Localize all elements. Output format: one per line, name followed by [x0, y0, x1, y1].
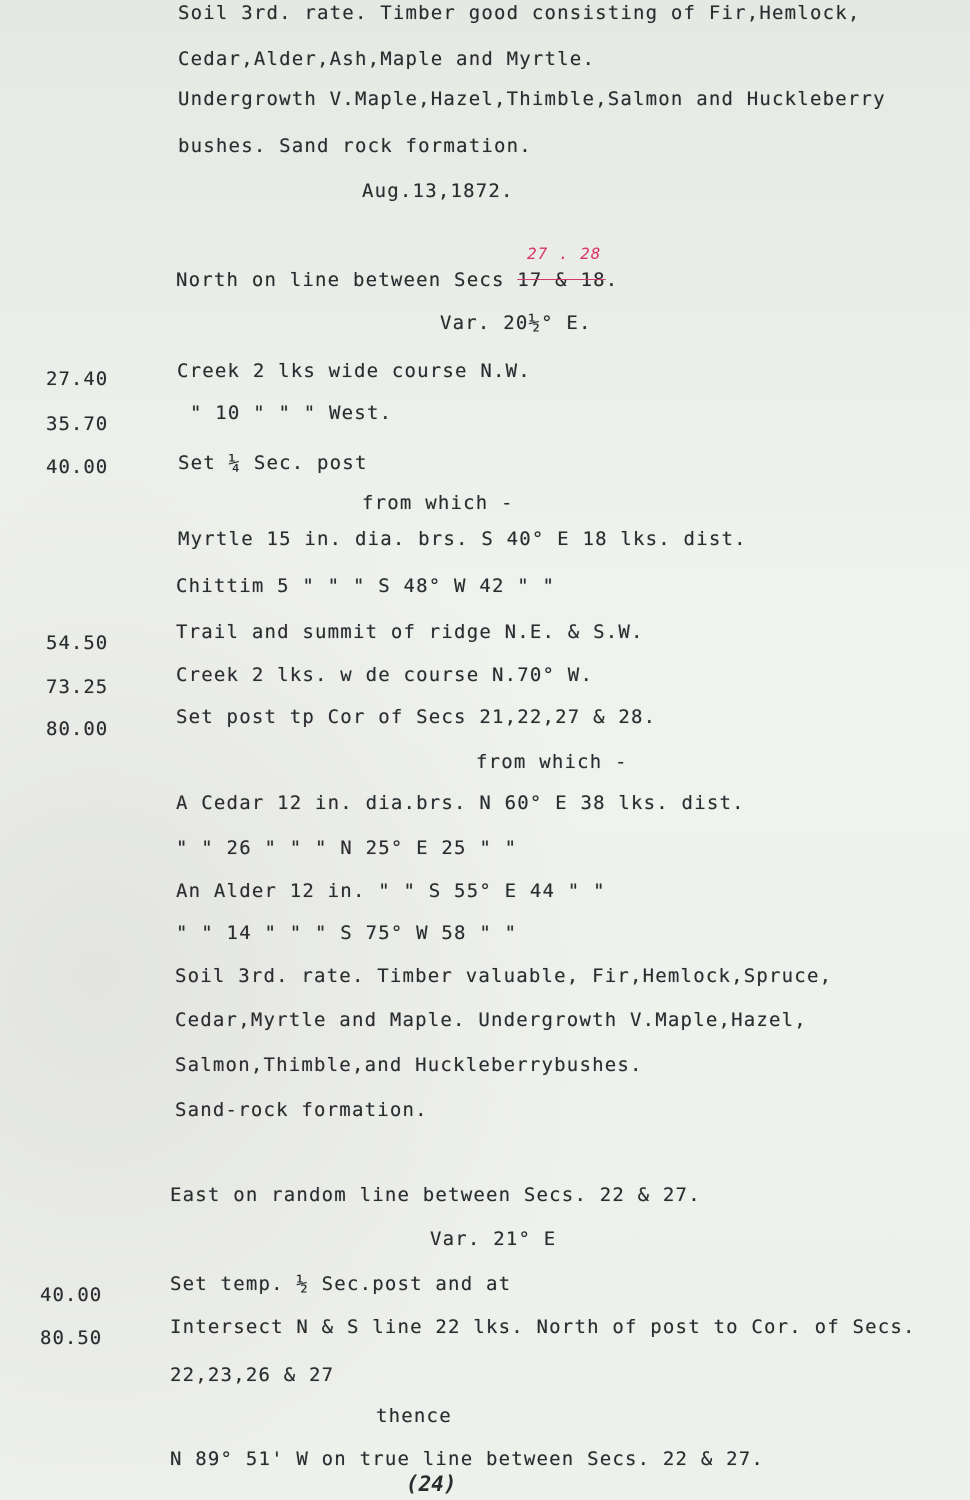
date-line: Aug.13,1872.	[362, 180, 514, 202]
chain-distance: 40.00	[40, 1284, 103, 1306]
text-line: Soil 3rd. rate. Timber good consisting of Fir,Hemlock,	[178, 2, 861, 24]
text-line: Creek 2 lks. w de course N.70° W.	[176, 664, 594, 686]
text-line: Trail and summit of ridge N.E. & S.W.	[176, 621, 644, 643]
text-line: thence	[376, 1405, 452, 1427]
chain-distance: 80.50	[40, 1327, 103, 1349]
text-line: Undergrowth V.Maple,Hazel,Thimble,Salmon and Huckleberry	[178, 88, 886, 110]
chain-distance: 54.50	[46, 632, 109, 654]
text-line: Creek 2 lks wide course N.W.	[177, 360, 531, 382]
text-line: Myrtle 15 in. dia. brs. S 40° E 18 lks. dist.	[178, 528, 747, 550]
section-heading: East on random line between Secs. 22 & 27.	[170, 1184, 701, 1206]
text-line: " " 26 " " " N 25° E 25 " "	[176, 837, 518, 859]
variation-line: Var. 21° E	[430, 1228, 557, 1250]
text-line: Chittim 5 " " " S 48° W 42 " "	[176, 575, 556, 597]
text-line: bushes. Sand rock formation.	[178, 135, 532, 157]
text-line: Salmon,Thimble,and Huckleberrybushes.	[175, 1054, 643, 1076]
chain-distance: 40.00	[46, 456, 109, 478]
text-line: An Alder 12 in. " " S 55° E 44 " "	[176, 880, 606, 902]
chain-distance: 27.40	[46, 368, 109, 390]
variation-line: Var. 20½° E.	[440, 312, 592, 334]
text-line: " 10 " " " West.	[190, 402, 393, 424]
text-line: " " 14 " " " S 75° W 58 " "	[176, 922, 518, 944]
text-line: Set post tp Cor of Secs 21,22,27 & 28.	[176, 706, 657, 728]
page-number: (24)	[406, 1472, 457, 1496]
text-line: from which -	[476, 751, 628, 773]
text-line: from which -	[362, 492, 514, 514]
chain-distance: 35.70	[46, 413, 109, 435]
text-line: N 89° 51' W on true line between Secs. 22 & 27.	[170, 1448, 765, 1470]
text-line: Cedar,Alder,Ash,Maple and Myrtle.	[178, 48, 596, 70]
text-line: 22,23,26 & 27	[170, 1364, 335, 1386]
text-line: Intersect N & S line 22 lks. North of post to Cor. of Secs.	[170, 1316, 916, 1338]
handwritten-correction: 27 . 28	[527, 244, 602, 263]
chain-distance: 80.00	[46, 718, 109, 740]
text-line: Set temp. ½ Sec.post and at	[170, 1273, 512, 1295]
text-line: Sand-rock formation.	[175, 1099, 428, 1121]
text-line: Set ¼ Sec. post	[178, 452, 368, 474]
text-line: Cedar,Myrtle and Maple. Undergrowth V.Maple,Hazel,	[175, 1009, 807, 1031]
chain-distance: 73.25	[46, 676, 109, 698]
text-line: Soil 3rd. rate. Timber valuable, Fir,Hemlock,Spruce,	[175, 965, 833, 987]
section-heading: North on line between Secs 17 & 18.	[176, 269, 619, 291]
text-line: A Cedar 12 in. dia.brs. N 60° E 38 lks. dist.	[176, 792, 745, 814]
